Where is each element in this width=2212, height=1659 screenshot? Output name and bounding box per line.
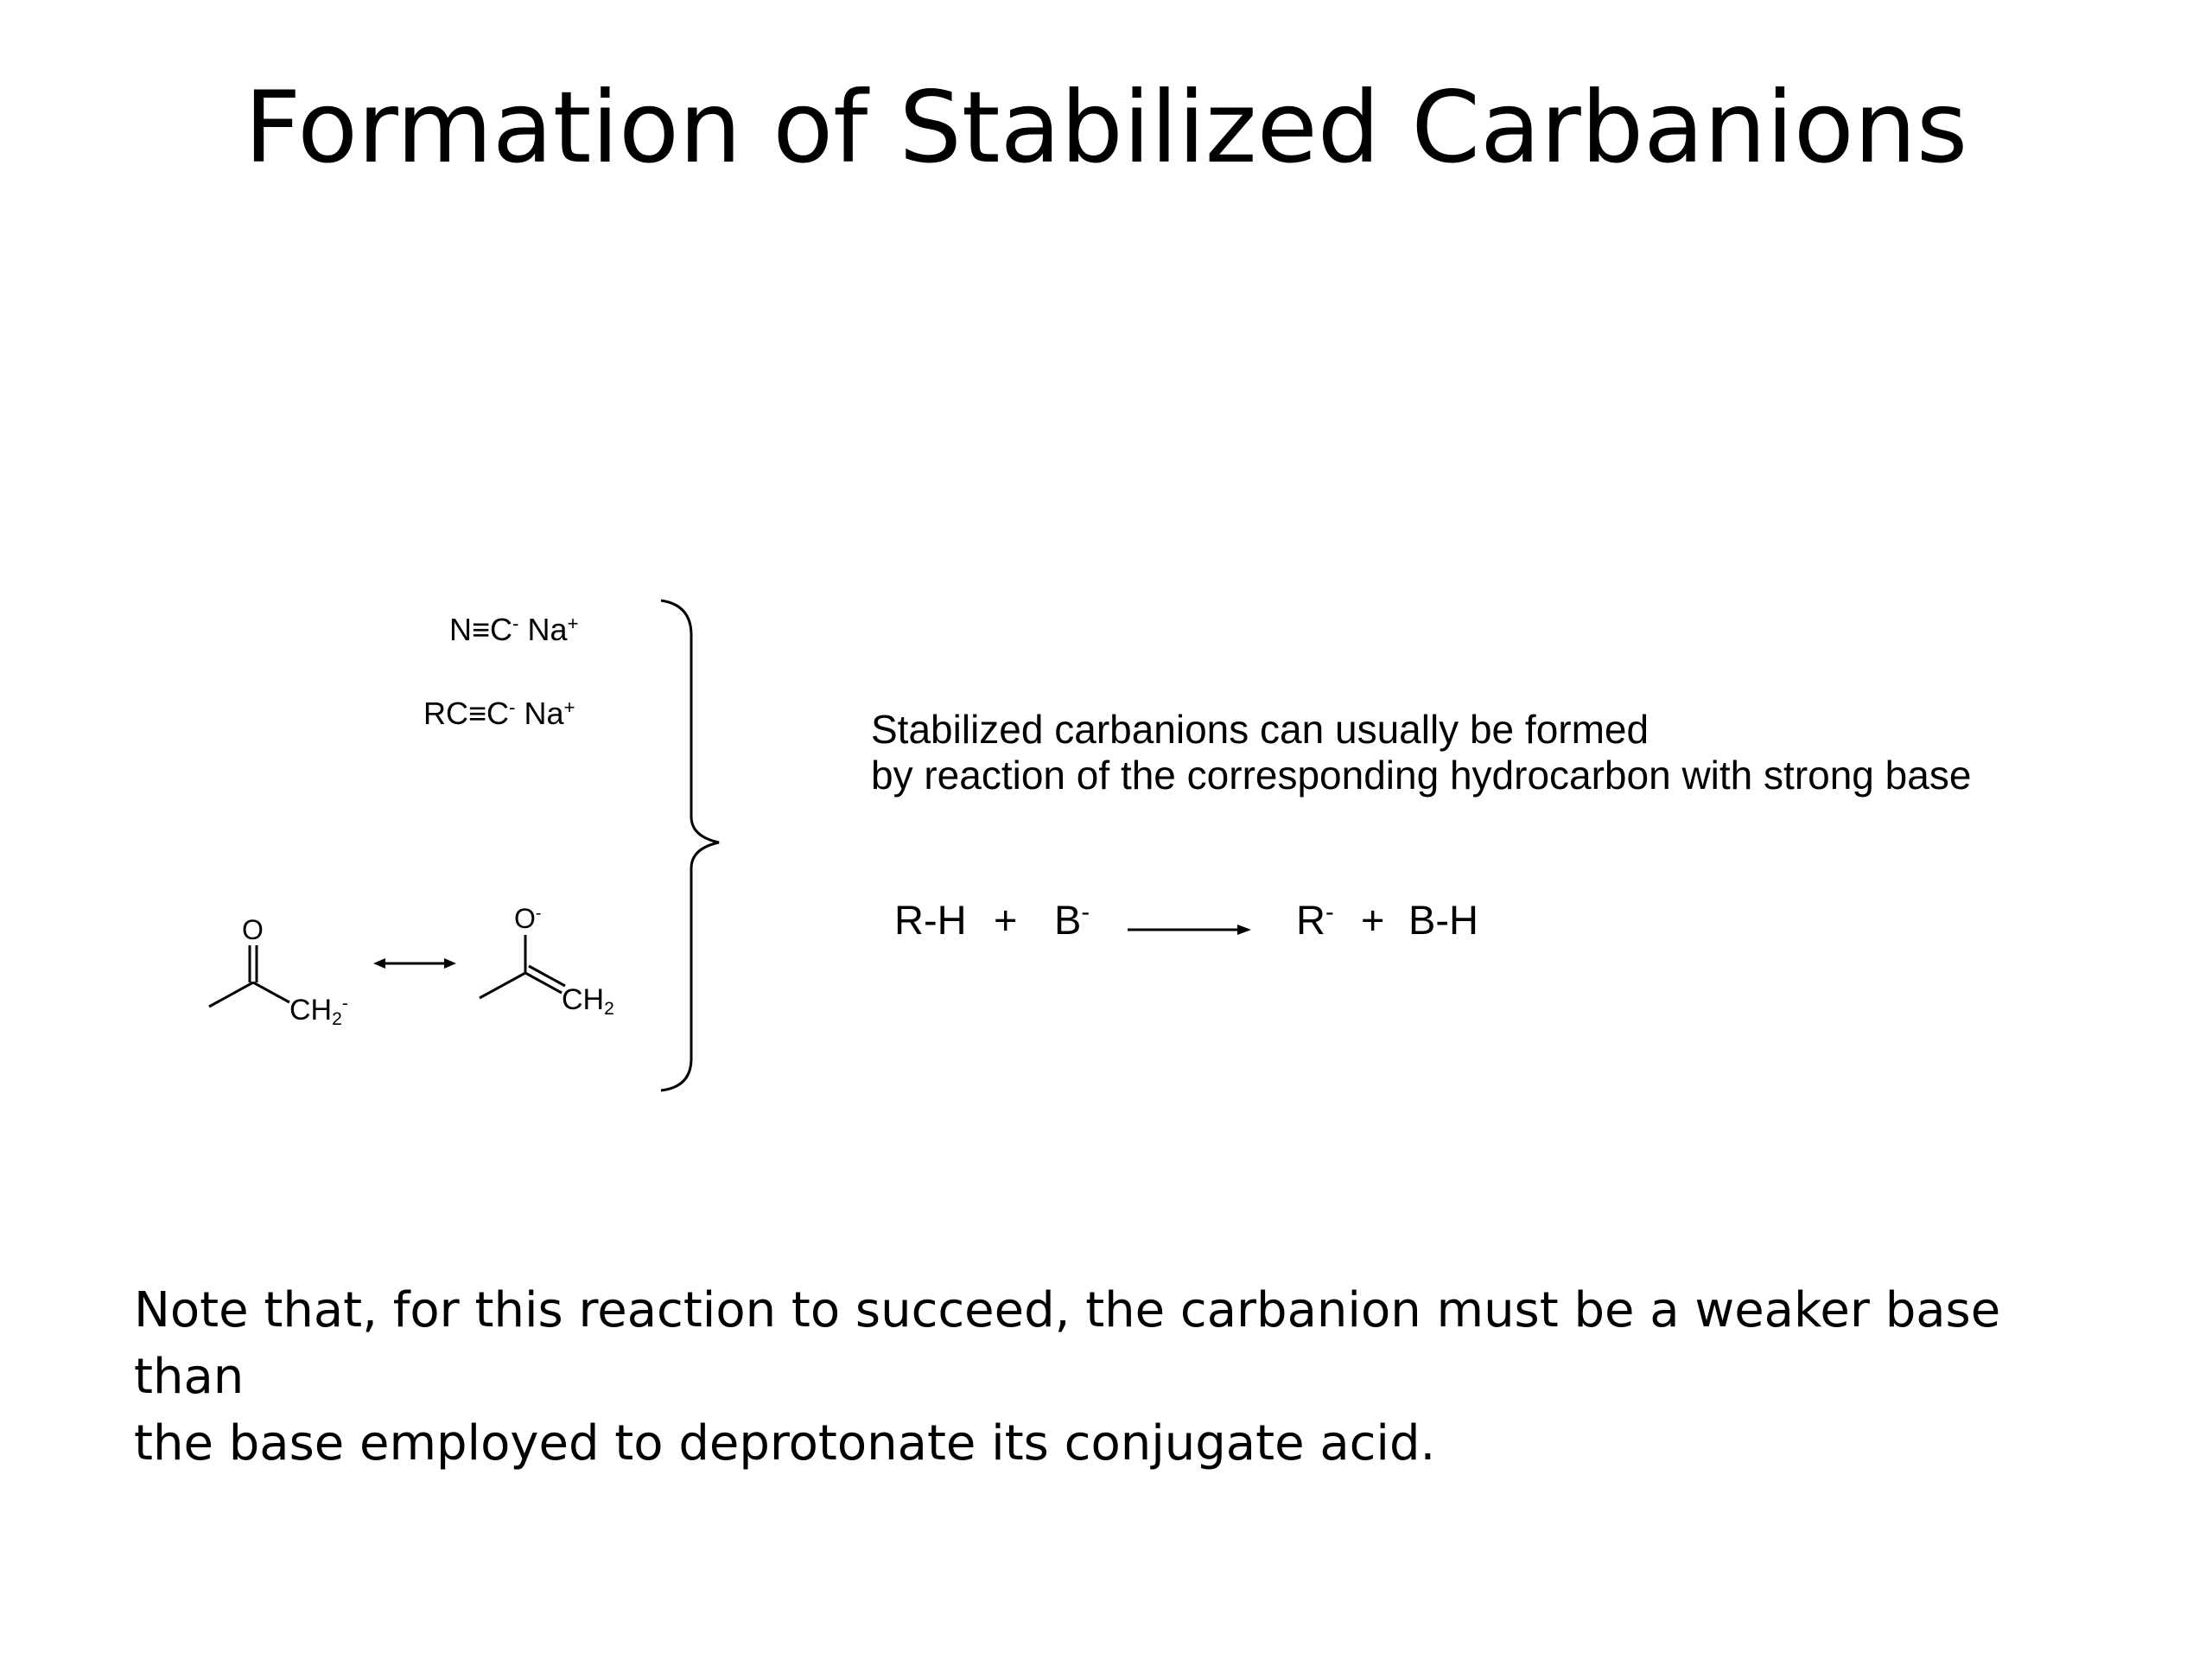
enolate-right-methyl-bond (480, 973, 525, 998)
acetylide-charge: - (509, 696, 516, 718)
enolate-right-oxygen (514, 903, 542, 935)
enolate-right-subscript: 2 (604, 999, 614, 1020)
cyanide-charge: - (512, 612, 519, 634)
equation-product-1 (1296, 896, 1334, 944)
equation-product-2: B-H (1408, 897, 1478, 943)
resonance-arrow (373, 958, 456, 969)
cyanide-counterion: Na (527, 612, 568, 647)
equation-plus-1: + (994, 897, 1018, 943)
cyanide-counterion-charge: + (567, 612, 579, 634)
enolate-left-ch2-bond (253, 982, 289, 1002)
enolate-left-oxygen: O (242, 914, 264, 945)
equation-carbanion-charge: - (1325, 898, 1334, 926)
note-text (134, 1277, 2121, 1477)
enolate-right-ch: CH (562, 983, 605, 1016)
reaction-arrow (1128, 925, 1251, 935)
explanation-line-2: by reaction of the corresponding hydrocarbon with strong base (871, 753, 1972, 798)
enolate-left-subscript: 2 (332, 1009, 342, 1030)
enolate-right-o: O (514, 903, 536, 934)
enolate-left-bonds (209, 945, 289, 1007)
acetylide-counterion-charge: + (563, 696, 575, 718)
equation-reactant-1: R-H (894, 897, 967, 943)
equation-reactant-2 (1054, 896, 1090, 944)
explanation-text (871, 707, 1971, 798)
enolate-left-methyl-bond (209, 982, 253, 1007)
note-line-2: the base employed to deprotonate its conjugate acid. (134, 1415, 1436, 1471)
equation-plus-2: + (1361, 897, 1385, 943)
enolate-right-o-charge: - (535, 904, 542, 924)
acetylide-formula: RC≡C (423, 696, 509, 731)
slide-title: Formation of Stabilized Carbanions (244, 70, 1968, 185)
enolate-right-bonds (480, 935, 565, 998)
explanation-line-1: Stabilized carbanions can usually be formed (871, 707, 1649, 752)
enolate-left-ch: CH (289, 994, 333, 1027)
enolate-left-charge: - (341, 994, 348, 1014)
enolate-right-double-bond-a (525, 973, 562, 993)
note-line-1: Note that, for this reaction to succeed, the carbanion must be a weaker base than (134, 1282, 2001, 1405)
equation-base: B (1054, 897, 1082, 943)
grouping-brace (661, 601, 719, 1090)
enolate-right-ch2 (562, 983, 614, 1020)
cyanide-formula: N≡C (449, 612, 513, 647)
equation-carbanion: R (1296, 897, 1325, 943)
enolate-right-double-bond-b (529, 966, 565, 986)
acetylide-counterion: Na (524, 696, 564, 731)
equation-base-charge: - (1081, 898, 1090, 926)
enolate-left-ch2 (289, 994, 348, 1030)
